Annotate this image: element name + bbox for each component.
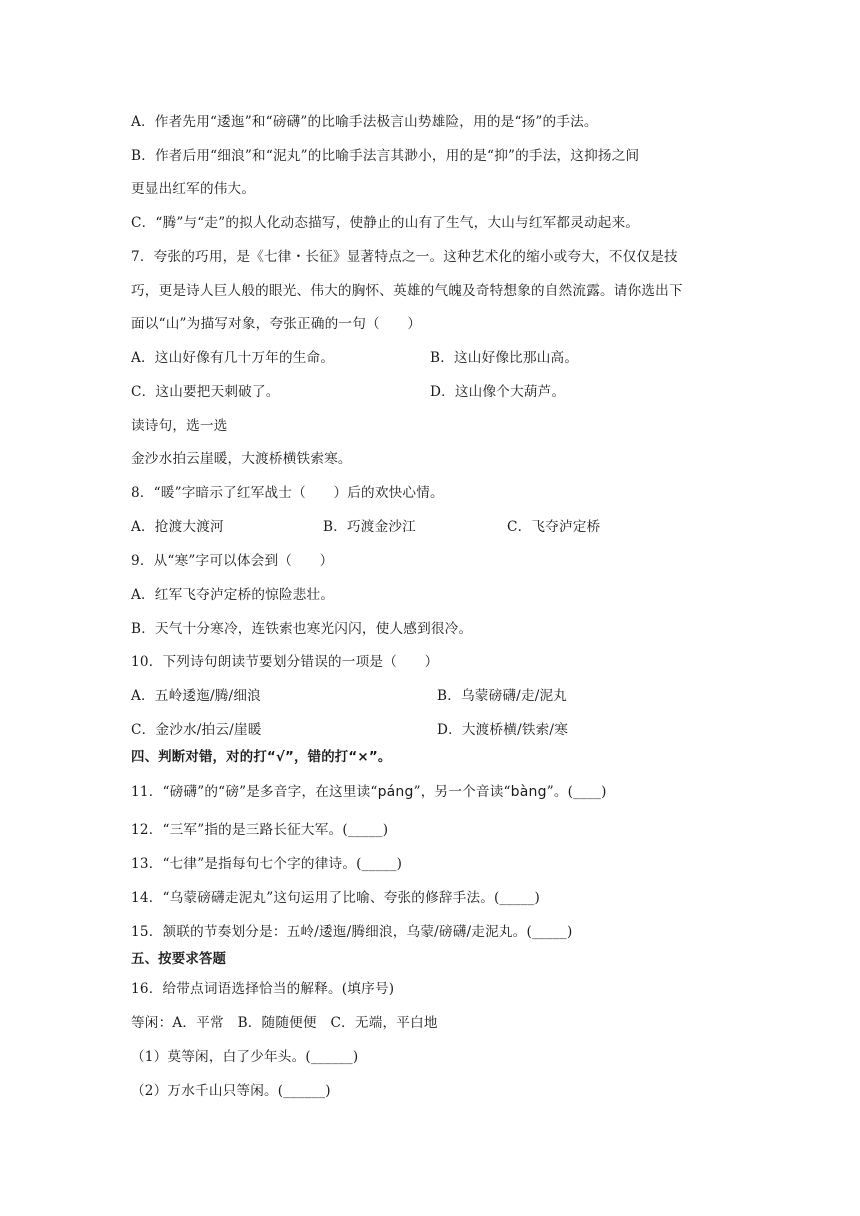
q7-stem-line2: 巧，更是诗人巨人般的眼光、伟大的胸怀、英雄的气魄及奇特想象的自然流露。请你选出下: [131, 283, 683, 299]
q16-item-2: （2）万水千山只等闲。(______): [131, 1083, 331, 1099]
q7-option-d: D．这山像个大葫芦。: [430, 384, 566, 400]
q11-text-middle: ”，另一个音读“: [413, 784, 511, 800]
q9-option-a: A．红军飞夺泸定桥的惊险悲壮。: [131, 587, 335, 603]
q6-option-b-line1: B．作者后用“细浪”和“泥丸”的比喻手法言其渺小，用的是“抑”的手法，这抑扬之间: [131, 148, 640, 164]
q14-statement: 14．“乌蒙磅礴走泥丸”这句运用了比喻、夸张的修辞手法。(_____): [131, 890, 541, 906]
q10-option-a: A．五岭逶迤/腾/细浪: [131, 688, 261, 704]
q10-stem: 10．下列诗句朗读节要划分错误的一项是（ ）: [131, 654, 439, 670]
q6-option-a: A．作者先用“逶迤”和“磅礴”的比喻手法极言山势雄险，用的是“扬”的手法。: [131, 114, 598, 130]
q6-option-c: C．“腾”与“走”的拟人化动态描写，使静止的山有了生气，大山与红军都灵动起来。: [131, 215, 640, 231]
q11-statement: [131, 783, 607, 801]
q13-statement: 13．“七律”是指每句七个字的律诗。(_____): [131, 856, 403, 872]
q11-pinyin-2: bàng: [510, 784, 547, 800]
q7-stem-line3: 面以“山”为描写对象，夸张正确的一句（ ）: [131, 316, 422, 332]
q9-option-b: B．天气十分寒冷，连铁索也寒光闪闪，使人感到很冷。: [131, 621, 473, 637]
q12-statement: 12．“三军”指的是三路长征大军。(_____): [131, 822, 389, 838]
q7-option-c: C．这山要把天刺破了。: [131, 384, 280, 400]
q10-option-b: B．乌蒙磅礴/走/泥丸: [437, 688, 568, 704]
q8-stem: 8．“暖”字暗示了红军战士（ ）后的欢快心情。: [131, 485, 444, 501]
q8-option-b: B．巧渡金沙江: [323, 519, 416, 535]
reading-instruction: 读诗句，选一选: [131, 418, 228, 434]
q11-text-start: 11．“磅礴”的“磅”是多音字，在这里读“: [131, 784, 378, 800]
q6-option-b-line2: 更显出红军的伟大。: [131, 181, 256, 197]
q7-stem-line1: 7．夸张的巧用，是《七律・长征》显著特点之一。这种艺术化的缩小或夸大，不仅仅是技: [131, 249, 678, 265]
q16-stem: 16．给带点词语选择恰当的解释。(填序号): [131, 981, 395, 997]
q10-option-c: C．金沙水/拍云/崖暖: [131, 722, 262, 738]
q16-definitions: 等闲：A．平常 B．随随便便 C．无端，平白地: [131, 1015, 438, 1031]
q7-option-a: A．这山好像有几十万年的生命。: [131, 350, 335, 366]
section4-heading: 四、判断对错，对的打“√”，错的打“×”。: [131, 750, 392, 765]
q11-pinyin-1: páng: [377, 784, 414, 800]
q8-option-c: C．飞夺泸定桥: [507, 519, 601, 535]
q16-item-1: （1）莫等闲，白了少年头。(______): [131, 1049, 359, 1065]
q8-option-a: A．抢渡大渡河: [131, 519, 224, 535]
poem-verse: 金沙水拍云崖暖，大渡桥横铁索寒。: [131, 451, 352, 467]
section5-heading: 五、按要求答题: [131, 952, 227, 967]
q9-stem: 9．从“寒”字可以体会到（ ）: [131, 553, 334, 569]
q15-statement: 15．颔联的节奏划分是：五岭/逶迤/腾细浪，乌蒙/磅礴/走泥丸。(_____): [131, 924, 573, 940]
q11-text-end: ”。(____): [546, 784, 607, 800]
q10-option-d: D．大渡桥横/铁索/寒: [437, 722, 569, 738]
q7-option-b: B．这山好像比那山高。: [430, 350, 579, 366]
